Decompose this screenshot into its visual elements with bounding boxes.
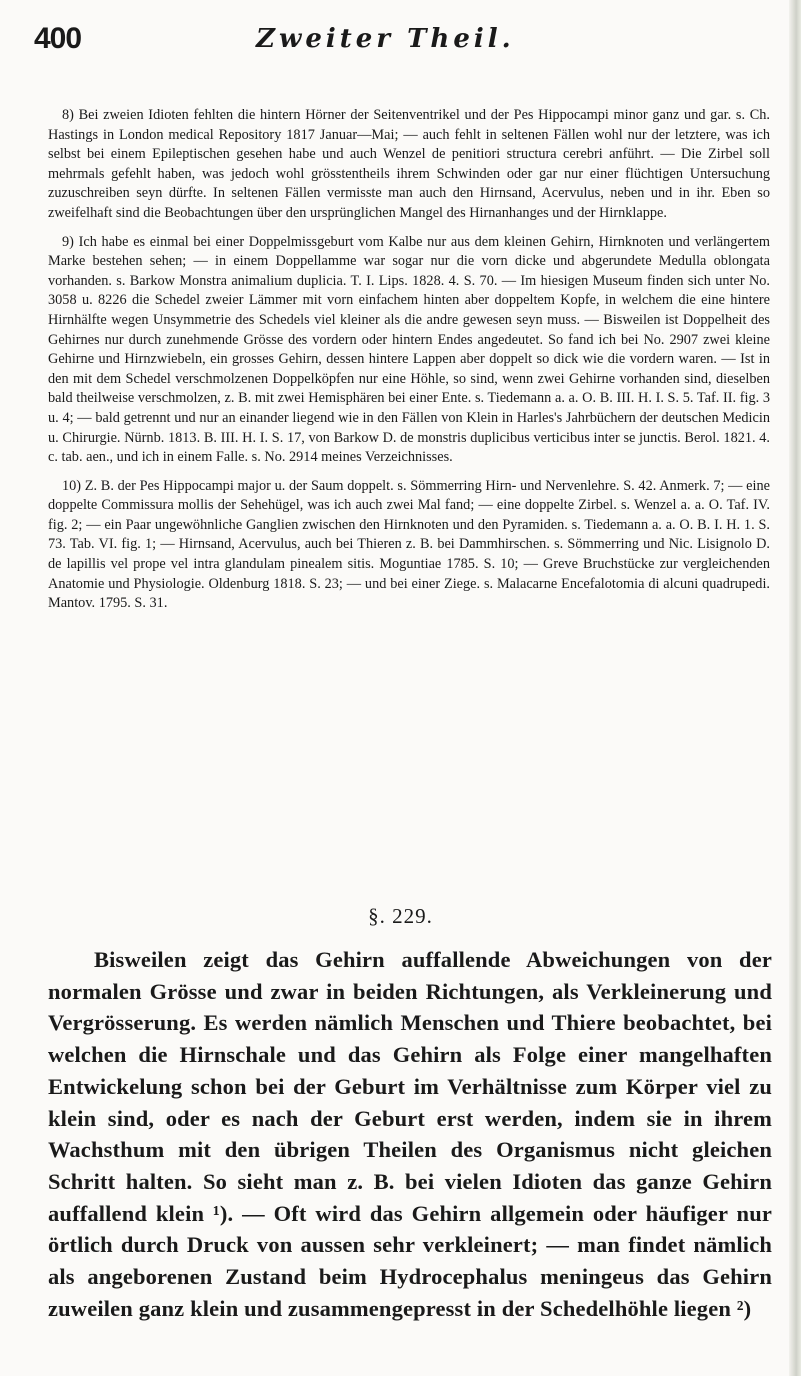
page-number: 400: [34, 22, 82, 55]
section-number: §. 229.: [368, 904, 433, 928]
page-header: [34, 22, 774, 62]
page-edge-shadow: [789, 0, 801, 1376]
footnote-9: 9) Ich habe es einmal bei einer Doppelmissgeburt vom Kalbe nur aus dem kleinen Gehirn, Hirnknoten und verlängertem Marke bestehen sehen; — in einem Doppellamme war sogar nur die vorn dicke und abgerundete Medulla oblongata vorhanden. s. Barkow Monstra animalium duplicia. T. I. Lips. 1828. 4. S. 70. — Im hiesigen Museum finden sich unter No. 3058 u. 8226 die Schedel zweier Lämmer mit vorn einfachem hinten aber doppeltem Kopfe, in welchem die eine hintere Hirnhälfte wegen Unsymmetrie des Schedels viel kleiner als die andre gewesen seyn muss. — Bisweilen ist Doppelheit des Gehirnes nur durch zunehmende Grösse des vordern oder hintern Endes angedeutet. So fand ich bei No. 2907 zwei kleine Gehirne und Hirnzwiebeln, ein grosses Gehirn, dessen hintere Lappen aber doppelt so dick wie die vordern waren. — Ist in den mit dem Schedel verschmolzenen Doppelköpfen nur eine Höhle, so sind, wenn zwei Gehirne vorhanden sind, dieselben bald theilweise verschmolzen, z. B. mit zwei Hemisphären bei einer Ente. s. Tiedemann a. a. O. B. III. H. I. S. 5. Taf. II. fig. 3 u. 4; — bald getrennt und nur an einander liegend wie in den Fällen von Klein in Harles's Jahrbüchern der deutschen Medicin u. Chirurgie. Nürnb. 1813. B. III. H. I. S. 17, von Barkow D. de monstris duplicibus verticibus inter se junctis. Berol. 1821. 4. c. tab. aen., und ich in einem Falle. s. No. 2914 meines Verzeichnisses.: [48, 233, 770, 466]
main-text: [48, 944, 772, 1324]
footnotes: [48, 106, 770, 623]
running-title: Zweiter Theil.: [256, 24, 515, 54]
section-paragraph: Bisweilen zeigt das Gehirn auffallende Abweichungen von der normalen Grösse und zwar in beiden Richtungen, als Verkleinerung und Vergrösserung. Es werden nämlich Menschen und Thiere beobachtet, bei welchen die Hirnschale und das Gehirn als Folge einer mangelhaften Entwickelung schon bei der Geburt im Verhältnisse zum Körper viel zu klein sind, oder es nach der Geburt erst werden, indem sie in ihrem Wachsthum mit den übrigen Theilen des Organismus nicht gleichen Schritt halten. So sieht man z. B. bei vielen Idioten das ganze Gehirn auffallend klein ¹). — Oft wird das Gehirn allgemein oder häufiger nur örtlich durch Druck von aussen sehr verkleinert; — man findet nämlich als angeborenen Zustand beim Hydrocephalus meningeus das Gehirn zuweilen ganz klein und zusammengepresst in der Schedelhöhle liegen ²): [48, 947, 772, 1321]
footnote-8: 8) Bei zweien Idioten fehlten die hintern Hörner der Seitenventrikel und der Pes Hippocampi minor ganz und gar. s. Ch. Hastings in London medical Repository 1817 Januar—Mai; — auch fehlt in seltenen Fällen wohl nur der letztere, was ich selbst bei einem Epileptischen gesehen habe und auch Wenzel de penitiori structura cerebri anführt. — Die Zirbel soll mehrmals gefehlt haben, was jedoch wohl grösstentheils ihrem Schwinden oder gar nur einer flüchtigen Untersuchung zuzuschreiben seyn dürfte. In seltenen Fällen vermisste man auch den Hirnsand, Acervulus, neben und in ihr. Eben so zweifelhaft sind die Beobachtungen über den ursprünglichen Mangel des Hirnanhanges und der Hirnklappe.: [48, 107, 770, 221]
footnote-10: 10) Z. B. der Pes Hippocampi major u. der Saum doppelt. s. Sömmerring Hirn- und Nervenlehre. S. 42. Anmerk. 7; — eine doppelte Commissura mollis der Sehehügel, was ich auch zwei Mal fand; — eine doppelte Zirbel. s. Wenzel a. a. O. Taf. IV. fig. 2; — ein Paar ungewöhnliche Ganglien zwischen den Hirnknoten und den Pyramiden. s. Tiedemann a. a. O. B. I. H. 1. S. 73. Tab. VI. fig. 1; — Hirnsand, Acervulus, auch bei Thieren z. B. bei Dammhirschen. s. Sömmerring und Nic. Lisignolo D. de lapillis vel prope vel intra glandulam pinealem sitis. Moguntiae 1785. S. 10; — Greve Bruchstücke zur vergleichenden Anatomie und Physiologie. Oldenburg 1818. S. 23; — und bei einer Ziege. s. Malacarne Encefalotomia di alcuni quadrupedi. Mantov. 1795. S. 31.: [48, 477, 770, 612]
